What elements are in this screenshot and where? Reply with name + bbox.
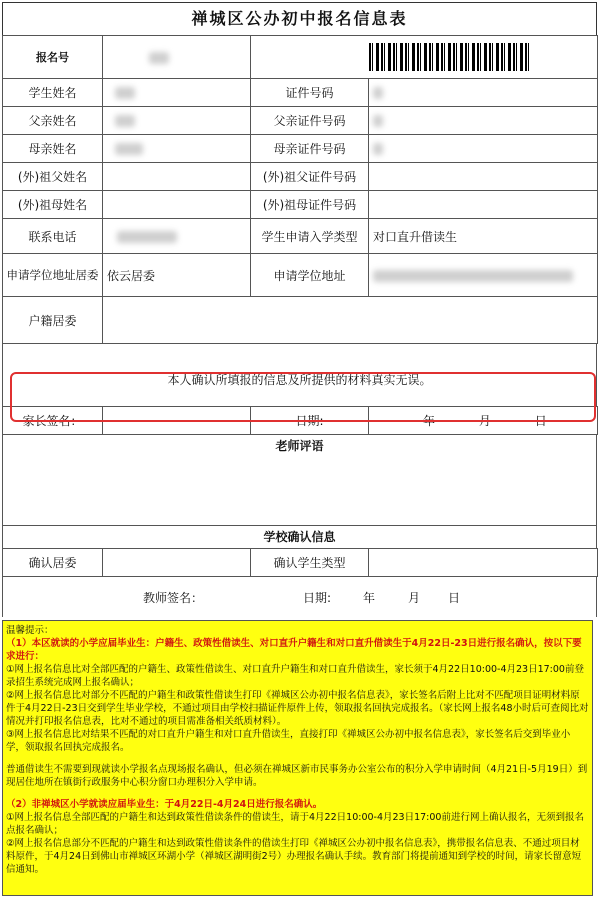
grandfather-id-label: (外)祖父证件号码 (251, 163, 369, 191)
hukou-committee-label: 户籍居委 (3, 297, 103, 344)
notice-heading: 温馨提示： (6, 625, 54, 636)
grandmother-name-value (103, 191, 251, 219)
parent-date-field (369, 407, 598, 435)
teacher-comment-heading: 老师评语 (2, 435, 597, 457)
address-value (369, 254, 598, 297)
phone-label: 联系电话 (3, 219, 103, 254)
grandmother-id-label: (外)祖母证件号码 (251, 191, 369, 219)
address-committee-label: 申请学位地址居委 (3, 254, 103, 297)
notice-local-2: ②网上报名信息比对部分不匹配的户籍生和政策性借读生打印《禅城区公办初中报名信息表》，家长签名后附上比对不匹配项目证明材料原件于4月22日-23日交到学生毕业学校，不通过项目由学校扫描证件原件上传，领取报名回执完成报名。（家长网上报名48小时后可查阅比对情况并打印报名信息表，比对不通过的项目需准备相关纸质材料）。 (6, 690, 589, 727)
teacher-signature-row (2, 577, 597, 617)
student-name-value (103, 79, 251, 107)
mother-name-label: 母亲姓名 (3, 135, 103, 163)
mother-id-value (369, 135, 598, 163)
grandmother-id-value (369, 191, 598, 219)
reg-number-label: 报名号 (3, 36, 103, 79)
address-committee-value: 依云居委 (103, 254, 251, 297)
notice-local-heading: （1）本区就读的小学应届毕业生：户籍生、政策性借读生、对口直升户籍生和对口直升借读生于4月22日-23日进行报名确认，按以下要求进行： (6, 638, 582, 662)
grandmother-name-label: (外)祖母姓名 (3, 191, 103, 219)
notice-panel (2, 620, 593, 896)
parent-signature-label: 家长签名： (3, 407, 103, 435)
parent-signature-row (2, 406, 598, 435)
father-name-value (103, 107, 251, 135)
form-title: 禅城区公办初中报名信息表 (2, 2, 597, 35)
grandfather-id-value (369, 163, 598, 191)
phone-value (103, 219, 251, 254)
notice-nonlocal-heading: （2）非禅城区小学就读应届毕业生：于4月22日-4月24日进行报名确认。 (6, 799, 323, 810)
apply-type-label: 学生申请入学类型 (251, 219, 369, 254)
teacher-year-label: 年 (363, 591, 376, 605)
mother-id-label: 母亲证件号码 (251, 135, 369, 163)
year-label: 年 (423, 414, 436, 428)
confirmation-statement: 本人确认所填报的信息及所提供的材料真实无误。 (2, 344, 597, 406)
school-confirm-table (2, 548, 598, 577)
father-id-label: 父亲证件号码 (251, 107, 369, 135)
student-name-label: 学生姓名 (3, 79, 103, 107)
address-label: 申请学位地址 (251, 254, 369, 297)
teacher-comment-area (2, 457, 597, 525)
notice-nonlocal-1: ①网上报名信息全部匹配的户籍生和达到政策性借读条件的借读生，请于4月22日10:00-4月23日17:00前进行网上确认报名，无须到报名点报名确认； (6, 812, 584, 836)
grandfather-name-value (103, 163, 251, 191)
id-number-label: 证件号码 (251, 79, 369, 107)
id-number-value (369, 79, 598, 107)
hukou-committee-value (103, 297, 598, 344)
notice-regular-borrow: 普通借读生不需要到现就读小学报名点现场报名确认，但必须在禅城区新市民事务办公室公布的积分入学申请时间（4月21日-5月19日）到现居住地所在镇街行政服务中心积分窗口办理积分入学申请。 (6, 764, 588, 788)
confirm-committee-label: 确认居委 (3, 549, 103, 577)
notice-local-3: ③网上报名信息比对结果不匹配的对口直升户籍生和对口直升借读生，直接打印《禅城区公办初中报名信息表》，家长签名后交到毕业小学，领取报名回执完成报名。 (6, 729, 571, 753)
barcode (251, 36, 598, 79)
parent-signature-field (103, 407, 251, 435)
apply-type-value: 对口直升借读生 (369, 219, 598, 254)
notice-local-1: ①网上报名信息比对全部匹配的户籍生、政策性借读生、对口直升户籍生和对口直升借读生，家长须于4月22日10:00-4月23日17:00前登录招生系统完成网上报名确认； (6, 664, 584, 688)
reg-number-value (103, 36, 251, 79)
info-table (2, 35, 598, 344)
father-name-label: 父亲姓名 (3, 107, 103, 135)
mother-name-value (103, 135, 251, 163)
grandfather-name-label: (外)祖父姓名 (3, 163, 103, 191)
teacher-date-label: 日期: (303, 591, 332, 605)
confirm-type-label: 确认学生类型 (251, 549, 369, 577)
month-label: 月 (478, 414, 491, 428)
father-id-value (369, 107, 598, 135)
day-label: 日 (534, 414, 547, 428)
confirm-committee-value (103, 549, 251, 577)
teacher-month-label: 月 (408, 591, 421, 605)
teacher-day-label: 日 (448, 591, 461, 605)
teacher-signature-label: 教师签名： (143, 591, 204, 605)
notice-nonlocal-2: ②网上报名信息部分不匹配的户籍生和达到政策性借读条件的借读生打印《禅城区公办初中报名信息表》，携带报名信息表、不通过项目材料原件，于4月24日到佛山市禅城区环湖小学（禅城区湖明街2号）办理报名确认手续。教育部门将提前通知到学校的时间，请家长留意短信通知。 (6, 838, 582, 875)
confirm-type-value (369, 549, 598, 577)
parent-date-label: 日期: (251, 407, 369, 435)
school-confirm-heading: 学校确认信息 (2, 525, 597, 548)
